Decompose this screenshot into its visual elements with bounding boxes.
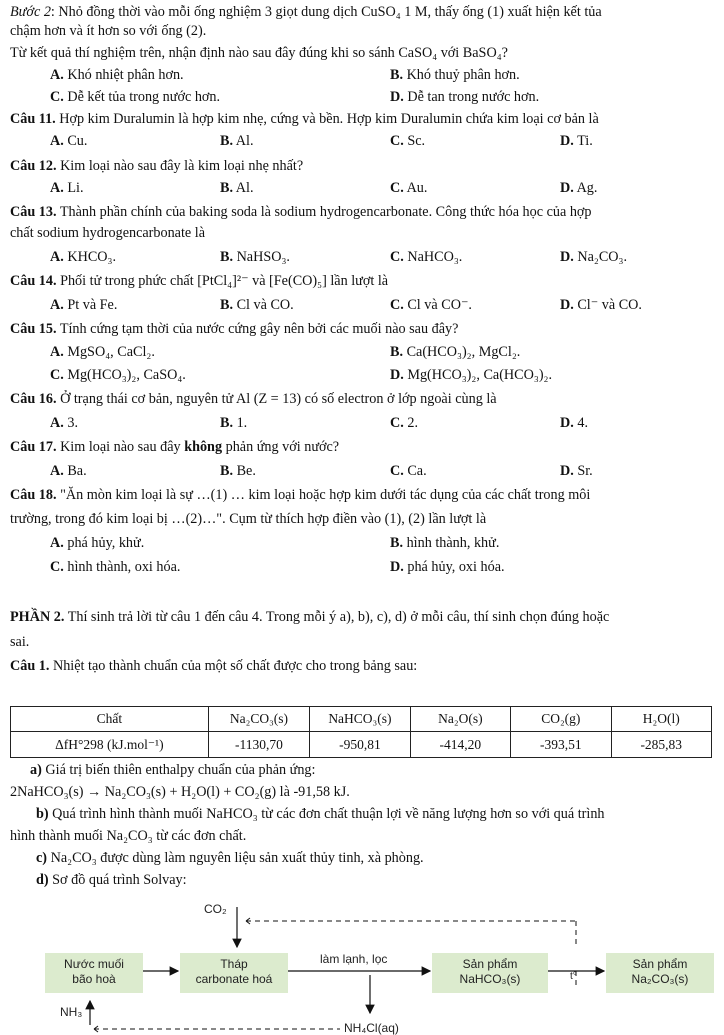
- option-d: D. Ti.: [560, 133, 593, 149]
- statement-a-reaction: 2NaHCO₃(s) → Na₂CO₃(s) + H₂O(l) + CO₂(g) là -91,58 kJ.: [10, 784, 350, 800]
- option-a: A. 3.: [50, 415, 78, 431]
- option-b: B. Al.: [220, 133, 254, 149]
- part2-instructions: PHẦN 2. Thí sinh trả lời từ câu 1 đến câu 4. Trong mỗi ý a), b), c), d) ở mỗi câu, thí sinh chọn đúng hoặc: [10, 609, 610, 625]
- option-a: A. MgSO₄, CaCl₂.: [50, 344, 155, 360]
- statement-b-line-2: hình thành muối Na₂CO₃ từ các đơn chất.: [10, 828, 247, 844]
- question-13-line-2: chất sodium hydrogencarbonate là: [10, 225, 206, 241]
- table-cell: CO₂(g): [511, 707, 611, 732]
- question-16: Câu 16. Ở trạng thái cơ bản, nguyên tử Al (Z = 13) có số electron ở lớp ngoài cùng là: [10, 391, 497, 407]
- option-d: D. Ag.: [560, 180, 598, 196]
- option-a: A. Li.: [50, 180, 84, 196]
- process-label: làm lạnh, lọc: [320, 952, 388, 966]
- option-a: A. phá hủy, khử.: [50, 535, 145, 551]
- option-c: C. Sc.: [390, 133, 426, 149]
- question-12: Câu 12. Kim loại nào sau đây là kim loại nhẹ nhất?: [10, 158, 304, 174]
- option-d: D. Sr.: [560, 463, 593, 479]
- solvay-diagram: [0, 885, 724, 1035]
- step2-text: : Nhỏ đồng thời vào mỗi ống nghiệm 3 giọt dung dịch CuSO₄ 1 M, thấy ống (1) xuất hiện kết tủa: [50, 4, 602, 20]
- question-18-line-2: trường, trong đó kim loại bị …(2)…". Cụm từ thích hợp điền vào (1), (2) lần lượt là: [10, 511, 487, 527]
- question-13: Câu 13. Thành phần chính của baking soda là sodium hydrogencarbonate. Công thức hóa học của hợp: [10, 204, 592, 220]
- option-d: D. Cl⁻ và CO.: [560, 297, 642, 313]
- option-c: C. NaHCO₃.: [390, 249, 463, 265]
- enthalpy-table: [10, 706, 712, 758]
- option-a: A. KHCO₃.: [50, 249, 117, 265]
- option-a: A. Pt và Fe.: [50, 297, 118, 313]
- table-cell: NaHCO₃(s): [310, 707, 410, 732]
- co2-label: CO₂: [204, 902, 227, 916]
- statement-c: c) Na₂CO₃ được dùng làm nguyên liệu sản xuất thủy tinh, xà phòng.: [36, 850, 424, 866]
- question-14: Câu 14. Phối tử trong phức chất [PtCl₄]²⁻ và [Fe(CO)₅] lần lượt là: [10, 273, 389, 289]
- option-d: D. 4.: [560, 415, 588, 431]
- option-c: C. Mg(HCO₃)₂, CaSO₄.: [50, 367, 186, 383]
- heat-label: t°: [570, 971, 577, 982]
- box-na2co3-product: Sản phẩm Na₂CO₃(s): [606, 953, 714, 993]
- question-18: Câu 18. "Ăn mòn kim loại là sự …(1) … kim loại hoặc hợp kim dưới tác dụng của các chất trong môi: [10, 487, 591, 503]
- step2-line: [10, 3, 722, 21]
- question-15: Câu 15. Tính cứng tạm thời của nước cứng gây nên bởi các muối nào sau đây?: [10, 321, 459, 337]
- question-17: Câu 17. Kim loại nào sau đây không phản ứng với nước?: [10, 439, 340, 455]
- table-cell: H₂O(l): [611, 707, 711, 732]
- table-cell: -950,81: [310, 732, 410, 758]
- nh4cl-label: NH₄Cl(aq): [344, 1021, 399, 1035]
- option-b: B. Be.: [220, 463, 256, 479]
- option-c: C. Au.: [390, 180, 428, 196]
- table-row: [11, 732, 712, 758]
- box-brine: Nước muối bão hoà: [45, 953, 143, 993]
- box-carbonation-tower: Tháp carbonate hoá: [180, 953, 288, 993]
- option-d: D. Mg(HCO₃)₂, Ca(HCO₃)₂.: [390, 367, 553, 383]
- table-cell: -285,83: [611, 732, 711, 758]
- option-b: B. 1.: [220, 415, 248, 431]
- option-d: D. phá hủy, oxi hóa.: [390, 559, 505, 575]
- table-cell: Na₂O(s): [410, 707, 510, 732]
- option-b: B. Ca(HCO₃)₂, MgCl₂.: [390, 344, 521, 360]
- table-cell: Chất: [11, 707, 209, 732]
- option-b: B. Khó thuỷ phân hơn.: [390, 67, 520, 83]
- conclusion-question: Từ kết quả thí nghiệm trên, nhận định nào sau đây đúng khi so sánh CaSO₄ với BaSO₄?: [10, 45, 508, 61]
- option-a: A. Cu.: [50, 133, 88, 149]
- option-b: B. Cl và CO.: [220, 297, 294, 313]
- option-c: C. Cl và CO⁻.: [390, 297, 472, 313]
- option-a: A. Khó nhiệt phân hơn.: [50, 67, 184, 83]
- option-c: C. 2.: [390, 415, 418, 431]
- option-c: C. Dễ kết tủa trong nước hơn.: [50, 89, 221, 105]
- table-cell: -393,51: [511, 732, 611, 758]
- table-cell: Na₂CO₃(s): [208, 707, 310, 732]
- option-d: D. Na₂CO₃.: [560, 249, 628, 265]
- option-b: B. Al.: [220, 180, 254, 196]
- part2-instructions-line-2: sai.: [10, 634, 30, 650]
- statement-d: d) Sơ đồ quá trình Solvay:: [36, 872, 187, 888]
- statement-b: b) Quá trình hình thành muối NaHCO₃ từ các đơn chất thuận lợi về năng lượng hơn so với quá trình: [36, 806, 605, 822]
- p2-question-1: Câu 1. Nhiệt tạo thành chuẩn của một số chất được cho trong bảng sau:: [10, 658, 418, 674]
- option-b: B. hình thành, khử.: [390, 535, 500, 551]
- question-11: Câu 11. Hợp kim Duralumin là hợp kim nhẹ, cứng và bền. Hợp kim Duralumin chứa kim loại cơ bản là: [10, 111, 599, 127]
- step2-label: Bước 2: [10, 4, 51, 20]
- table-cell: -414,20: [410, 732, 510, 758]
- box-nahco3-product: Sản phẩm NaHCO₃(s): [432, 953, 548, 993]
- option-d: D. Dễ tan trong nước hơn.: [390, 89, 540, 105]
- nh3-label: NH₃: [60, 1005, 83, 1019]
- table-cell: -1130,70: [208, 732, 310, 758]
- table-header-row: [11, 707, 712, 732]
- option-c: C. hình thành, oxi hóa.: [50, 559, 181, 575]
- table-cell: ΔfH°298 (kJ.mol⁻¹): [11, 732, 209, 758]
- option-c: C. Ca.: [390, 463, 427, 479]
- statement-a: a) Giá trị biến thiên enthalpy chuẩn của phản ứng:: [30, 762, 316, 778]
- option-b: B. NaHSO₃.: [220, 249, 290, 265]
- option-a: A. Ba.: [50, 463, 87, 479]
- step2-line-2: chậm hơn và ít hơn so với ống (2).: [10, 23, 207, 39]
